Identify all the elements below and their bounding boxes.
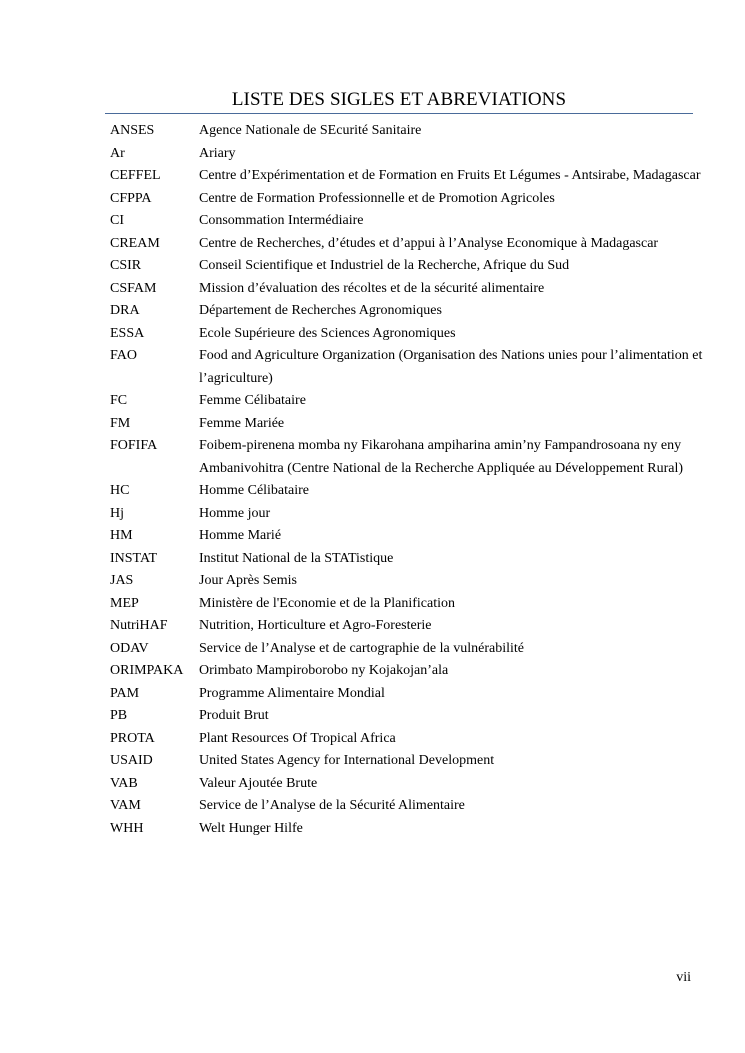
abbreviation-row (110, 773, 710, 796)
abbreviation-definition: Institut National de la STATistique (199, 550, 394, 566)
abbreviation-definition: Homme jour (199, 505, 271, 521)
abbreviation-code: FAO (110, 348, 137, 363)
abbreviation-definition: Plant Resources Of Tropical Africa (199, 730, 396, 746)
abbreviation-code: CFPPA (110, 190, 152, 206)
abbreviation-definition: Homme Célibataire (199, 483, 310, 498)
abbreviation-row (110, 705, 710, 728)
abbreviation-row (110, 503, 710, 526)
abbreviation-definition: Programme Alimentaire Mondial (199, 685, 385, 701)
abbreviation-code: CREAM (110, 235, 160, 251)
abbreviation-code: VAB (110, 775, 138, 791)
abbreviation-row (110, 210, 710, 233)
abbreviation-row (110, 795, 710, 818)
page-title: LISTE DES SIGLES ET ABREVIATIONS (231, 89, 567, 110)
abbreviation-row (110, 750, 710, 773)
abbreviation-definition: Mission d’évaluation des récoltes et de la sécurité alimentaire (199, 280, 545, 296)
abbreviation-definition: Ecole Supérieure des Sciences Agronomiques (199, 325, 456, 341)
abbreviation-code: PAM (110, 685, 140, 701)
abbreviation-row (110, 323, 710, 346)
abbreviation-code: PB (110, 708, 128, 723)
abbreviation-row (110, 345, 710, 390)
abbreviation-row (110, 683, 710, 706)
abbreviation-row (110, 233, 710, 256)
abbreviation-code: Hj (110, 505, 124, 521)
abbreviation-definition: Produit Brut (199, 708, 269, 723)
abbreviation-code: MEP (110, 595, 139, 611)
abbreviation-row (110, 548, 710, 571)
abbreviation-definition: Welt Hunger Hilfe (199, 820, 303, 836)
abbreviation-definition: Food and Agriculture Organization (Organisation des Nations unies pour l’alimentation et l’agriculture) (199, 348, 703, 386)
abbreviation-definition: Ministère de l'Economie et de la Planification (199, 595, 455, 611)
abbreviation-definition: Valeur Ajoutée Brute (199, 775, 318, 791)
abbreviation-code: HM (110, 528, 133, 543)
abbreviation-definition: Homme Marié (199, 528, 282, 543)
abbreviation-definition: Consommation Intermédiaire (199, 213, 364, 228)
abbreviation-definition: Ariary (199, 145, 236, 161)
abbreviation-code: ORIMPAKA (110, 663, 184, 678)
abbreviation-code: WHH (110, 820, 144, 836)
abbreviation-row (110, 120, 710, 143)
abbreviation-row (110, 188, 710, 211)
abbreviation-row (110, 413, 710, 436)
abbreviation-code: NutriHAF (110, 618, 168, 633)
abbreviation-row (110, 278, 710, 301)
abbreviation-definition: United States Agency for International Development (199, 753, 495, 768)
abbreviation-code: VAM (110, 798, 141, 813)
abbreviation-code: ANSES (110, 123, 155, 138)
abbreviation-row (110, 300, 710, 323)
abbreviation-definition: Nutrition, Horticulture et Agro-Foresterie (199, 618, 432, 633)
abbreviation-row (110, 525, 710, 548)
abbreviation-row (110, 165, 710, 188)
title-underline (105, 113, 693, 114)
abbreviation-code: Ar (110, 145, 125, 161)
abbreviation-code: USAID (110, 753, 153, 768)
abbreviation-code: JAS (110, 573, 134, 588)
abbreviation-row (110, 818, 710, 841)
abbreviation-definition: Service de l’Analyse et de cartographie de la vulnérabilité (199, 640, 524, 656)
abbreviation-definition: Foibem-pirenena momba ny Fikarohana ampiharina amin’ny Fampandrosoana ny eny Ambanivohitra (Centre National de la Recherche Appliquée au Développement Rural) (199, 438, 683, 476)
abbreviation-definition: Conseil Scientifique et Industriel de la Recherche, Afrique du Sud (199, 258, 570, 273)
abbreviation-list (110, 120, 710, 840)
abbreviation-code: CEFFEL (110, 168, 161, 183)
abbreviation-code: CSIR (110, 258, 142, 273)
abbreviation-row (110, 638, 710, 661)
abbreviation-definition: Centre de Recherches, d’études et d’appui à l’Analyse Economique à Madagascar (199, 235, 659, 251)
abbreviation-code: INSTAT (110, 550, 158, 566)
abbreviation-definition: Agence Nationale de SEcurité Sanitaire (199, 123, 422, 138)
abbreviation-definition: Département de Recherches Agronomiques (199, 303, 442, 318)
abbreviation-code: HC (110, 483, 130, 498)
abbreviation-code: FOFIFA (110, 438, 158, 453)
abbreviation-code: DRA (110, 303, 140, 318)
abbreviation-code: ODAV (110, 640, 149, 656)
abbreviation-row (110, 660, 710, 683)
abbreviation-code: CSFAM (110, 280, 157, 296)
abbreviation-definition: Service de l’Analyse de la Sécurité Alimentaire (199, 798, 465, 813)
abbreviation-definition: Jour Après Semis (199, 573, 297, 588)
abbreviation-code: FC (110, 393, 128, 408)
abbreviation-definition: Centre d’Expérimentation et de Formation en Fruits Et Légumes - Antsirabe, Madagascar (199, 168, 701, 183)
abbreviation-code: FM (110, 415, 131, 431)
page-number: vii (676, 970, 691, 985)
abbreviation-row (110, 480, 710, 503)
abbreviation-row (110, 615, 710, 638)
abbreviation-row (110, 570, 710, 593)
abbreviation-code: PROTA (110, 730, 155, 746)
abbreviation-row (110, 593, 710, 616)
abbreviation-row (110, 435, 710, 480)
abbreviation-definition: Orimbato Mampiroborobo ny Kojakojan’ala (199, 663, 449, 678)
abbreviation-definition: Femme Célibataire (199, 393, 306, 408)
abbreviation-row (110, 728, 710, 751)
abbreviation-definition: Femme Mariée (199, 415, 285, 431)
abbreviation-code: ESSA (110, 325, 145, 341)
abbreviation-definition: Centre de Formation Professionnelle et de Promotion Agricoles (199, 190, 555, 206)
abbreviation-row (110, 390, 710, 413)
abbreviation-row (110, 255, 710, 278)
abbreviation-code: CI (110, 213, 124, 228)
abbreviation-row (110, 143, 710, 166)
